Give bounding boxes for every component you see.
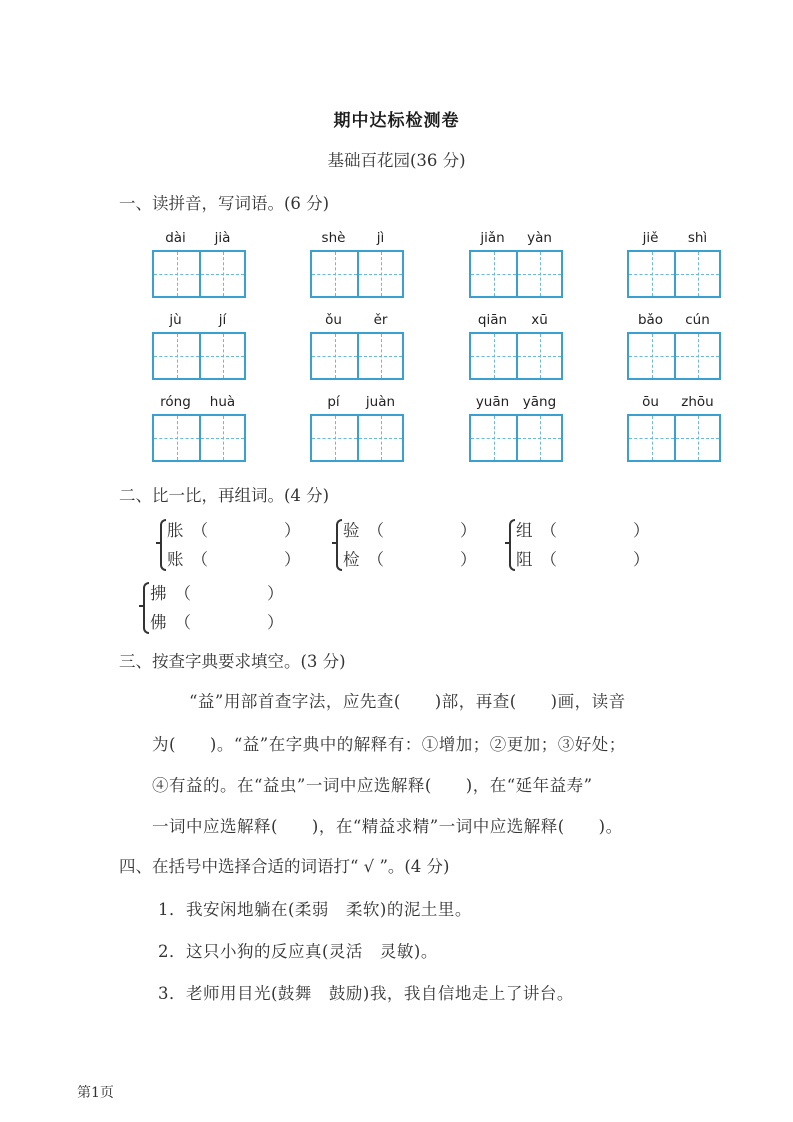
answer-blank-close: ） xyxy=(284,521,301,540)
compare-row xyxy=(150,609,284,633)
pinyin-label: jiǎn xyxy=(480,230,505,246)
writing-cell[interactable] xyxy=(199,416,244,460)
answer-blank-open[interactable]: （ xyxy=(367,550,384,569)
brace-icon xyxy=(143,582,149,634)
character: 验 xyxy=(343,521,360,540)
writing-cell[interactable] xyxy=(516,334,561,378)
writing-cell[interactable] xyxy=(629,252,674,296)
compare-group xyxy=(509,517,669,577)
answer-blank-close: ） xyxy=(284,550,301,569)
pinyin-label: dài xyxy=(165,230,186,246)
section1-heading: 一、读拼音，写词语。(6 分) xyxy=(119,194,330,213)
section3-heading: 三、按查字典要求填空。(3 分) xyxy=(119,652,346,671)
tianzige-grid[interactable] xyxy=(469,332,563,380)
brace-icon xyxy=(160,519,166,571)
pinyin-word-box xyxy=(469,312,565,382)
answer-blank-close: ） xyxy=(460,521,477,540)
section4-item-2: 2．这只小狗的反应真(灵活 灵敏)。 xyxy=(158,942,438,961)
section2-heading: 二、比一比，再组词。(4 分) xyxy=(119,486,330,505)
section4-heading: 四、在括号中选择合适的词语打“ √ ”。(4 分) xyxy=(119,857,450,876)
tianzige-grid[interactable] xyxy=(152,332,246,380)
tianzige-grid[interactable] xyxy=(469,414,563,462)
pinyin-word-box xyxy=(310,230,406,300)
brace-icon xyxy=(509,519,515,571)
pinyin-word-box xyxy=(469,394,565,464)
brace-tip-icon xyxy=(505,542,510,544)
pinyin-label: yàn xyxy=(527,230,552,246)
section4-item-3: 3．老师用目光(鼓舞 鼓励)我，我自信地走上了讲台。 xyxy=(158,984,574,1003)
character: 组 xyxy=(516,521,533,540)
pinyin-word-box xyxy=(627,394,723,464)
answer-blank-open[interactable]: （ xyxy=(174,584,191,603)
tianzige-grid[interactable] xyxy=(627,332,721,380)
writing-cell[interactable] xyxy=(629,334,674,378)
writing-cell[interactable] xyxy=(674,252,719,296)
pinyin-word-box xyxy=(469,230,565,300)
answer-blank-open[interactable]: （ xyxy=(540,521,557,540)
pinyin-label: shì xyxy=(687,230,708,246)
tianzige-grid[interactable] xyxy=(310,414,404,462)
section3-line-4: 一词中应选解释( )，在“精益求精”一词中应选解释( )。 xyxy=(152,817,623,836)
section4-item-1: 1．我安闲地躺在(柔弱 柔软)的泥土里。 xyxy=(158,900,472,919)
answer-blank-close: ） xyxy=(633,521,650,540)
section3-line-2: 为( )。“益”在字典中的解释有：①增加；②更加；③好处； xyxy=(152,735,626,754)
answer-blank-open[interactable]: （ xyxy=(191,550,208,569)
character: 账 xyxy=(167,550,184,569)
tianzige-grid[interactable] xyxy=(627,250,721,298)
pinyin-label: juàn xyxy=(365,394,396,410)
compare-row xyxy=(516,517,650,541)
writing-cell[interactable] xyxy=(629,416,674,460)
writing-cell[interactable] xyxy=(199,334,244,378)
pinyin-word-box xyxy=(627,312,723,382)
writing-cell[interactable] xyxy=(516,252,561,296)
answer-blank-close: ） xyxy=(460,550,477,569)
writing-cell[interactable] xyxy=(199,252,244,296)
pinyin-label: yāng xyxy=(522,394,557,410)
writing-cell[interactable] xyxy=(516,416,561,460)
answer-blank-open[interactable]: （ xyxy=(540,550,557,569)
pinyin-label: zhōu xyxy=(681,394,714,410)
compare-row xyxy=(150,580,284,604)
compare-row xyxy=(343,517,477,541)
writing-cell[interactable] xyxy=(674,334,719,378)
pinyin-label: jí xyxy=(218,312,227,328)
tianzige-grid[interactable] xyxy=(627,414,721,462)
compare-row xyxy=(516,546,650,570)
answer-blank-open[interactable]: （ xyxy=(191,521,208,540)
character: 拂 xyxy=(150,584,167,603)
brace-tip-icon xyxy=(156,542,161,544)
character: 佛 xyxy=(150,613,167,632)
writing-cell[interactable] xyxy=(471,416,516,460)
tianzige-grid[interactable] xyxy=(152,250,246,298)
pinyin-label: jiě xyxy=(642,230,659,246)
pinyin-label: pí xyxy=(327,394,340,410)
character: 胀 xyxy=(167,521,184,540)
pinyin-word-box xyxy=(310,312,406,382)
pinyin-label: huà xyxy=(209,394,236,410)
tianzige-grid[interactable] xyxy=(310,332,404,380)
brace-icon xyxy=(336,519,342,571)
writing-cell[interactable] xyxy=(471,334,516,378)
writing-cell[interactable] xyxy=(312,416,357,460)
pinyin-word-box xyxy=(310,394,406,464)
answer-blank-open[interactable]: （ xyxy=(174,613,191,632)
compare-group xyxy=(336,517,496,577)
compare-row xyxy=(167,546,301,570)
pinyin-label: jì xyxy=(376,230,385,246)
pinyin-label: ǒu xyxy=(325,312,342,328)
writing-cell[interactable] xyxy=(357,252,402,296)
pinyin-label: ōu xyxy=(642,394,659,410)
character: 检 xyxy=(343,550,360,569)
pinyin-label: yuān xyxy=(475,394,510,410)
pinyin-label: jià xyxy=(214,230,231,246)
writing-cell[interactable] xyxy=(357,416,402,460)
brace-tip-icon xyxy=(139,605,144,607)
compare-group xyxy=(143,580,303,640)
section3-line-3: ④有益的。在“益虫”一词中应选解释( )，在“延年益寿” xyxy=(152,776,593,795)
tianzige-grid[interactable] xyxy=(469,250,563,298)
writing-cell[interactable] xyxy=(312,252,357,296)
writing-cell[interactable] xyxy=(154,416,199,460)
writing-cell[interactable] xyxy=(471,252,516,296)
writing-cell[interactable] xyxy=(154,252,199,296)
answer-blank-close: ） xyxy=(633,550,650,569)
answer-blank-close: ） xyxy=(267,584,284,603)
page-number: 第1页 xyxy=(77,1085,114,1101)
pinyin-word-box xyxy=(152,230,248,300)
pinyin-label: qiān xyxy=(477,312,508,328)
pinyin-word-box xyxy=(152,312,248,382)
writing-cell[interactable] xyxy=(357,334,402,378)
writing-cell[interactable] xyxy=(312,334,357,378)
character: 阻 xyxy=(516,550,533,569)
pinyin-label: xū xyxy=(531,312,548,328)
pinyin-label: bǎo xyxy=(637,312,664,328)
answer-blank-close: ） xyxy=(267,613,284,632)
writing-cell[interactable] xyxy=(154,334,199,378)
brace-tip-icon xyxy=(332,542,337,544)
page-title: 期中达标检测卷 xyxy=(333,111,460,131)
pinyin-label: róng xyxy=(160,394,191,410)
pinyin-word-box xyxy=(152,394,248,464)
pinyin-label: cún xyxy=(685,312,710,328)
answer-blank-open[interactable]: （ xyxy=(367,521,384,540)
pinyin-label: shè xyxy=(321,230,346,246)
page-subtitle: 基础百花园(36 分) xyxy=(327,151,466,170)
tianzige-grid[interactable] xyxy=(152,414,246,462)
compare-row xyxy=(167,517,301,541)
pinyin-label: ěr xyxy=(373,312,388,328)
writing-cell[interactable] xyxy=(674,416,719,460)
tianzige-grid[interactable] xyxy=(310,250,404,298)
pinyin-word-box xyxy=(627,230,723,300)
compare-group xyxy=(160,517,320,577)
compare-row xyxy=(343,546,477,570)
pinyin-label: jù xyxy=(169,312,182,328)
section3-line-1: “益”用部首查字法，应先查( )部，再查( )画，读音 xyxy=(189,692,626,711)
